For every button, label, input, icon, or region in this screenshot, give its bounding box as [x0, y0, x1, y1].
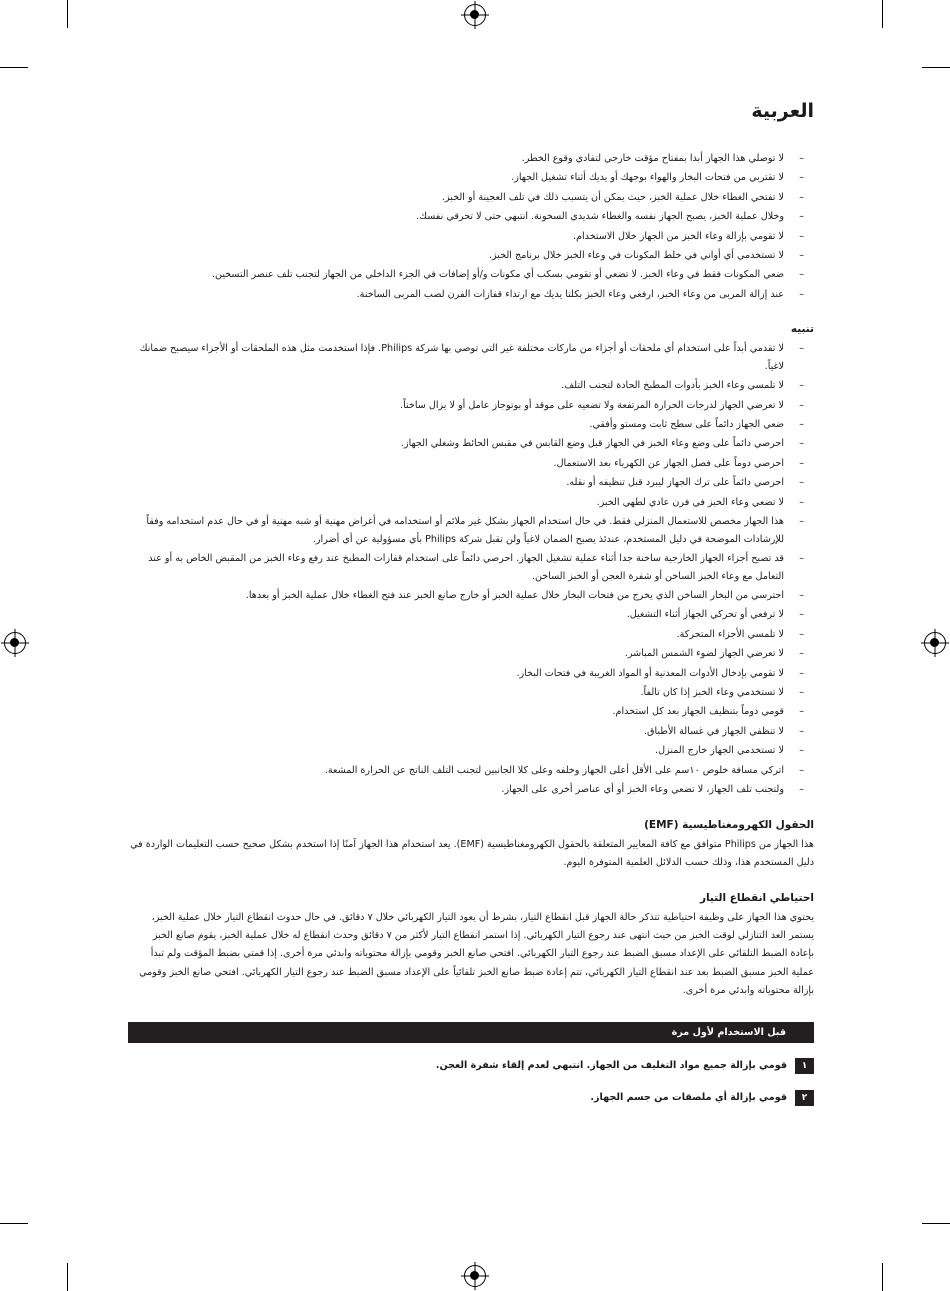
page-title: العربية: [751, 100, 814, 122]
emf-paragraph: هذا الجهاز من Philips متوافق مع كافة المعايير المتعلقة بالحقول الكهرومغناطيسية (EMF). يعد استخدام هذا الجهاز آمنًا إذا استخدم بشكل صحيح حسب التعليمات الواردة في دليل المستخدم هذا، وذلك حسب الدلائل العلمية المتوفرة اليوم.: [130, 838, 814, 868]
list-item: – اتركي مسافة خلوص ١٠سم على الأقل أعلى الجهاز وخلفه وعلى كلا الجانبين لتجنب التلف الناتج عن الحرارة المشعة.: [128, 762, 814, 780]
list-item: – لا تلمسي وعاء الخبز بأدوات المطبخ الحادة لتجنب التلف.: [128, 377, 814, 395]
emf-heading: الحقول الكهرومغناطيسية (EMF): [644, 818, 814, 831]
step-item: [128, 1057, 814, 1075]
list-item: – لا تستخدمي وعاء الخبز إذا كان تالفاً.: [128, 684, 814, 702]
caution-list: [128, 340, 814, 798]
list-item: – لا تفتحي الغطاء خلال عملية الخبز، حيث يمكن أن يتسبب ذلك في تلف العجينة أو الخبز.: [128, 189, 814, 207]
registration-mark-icon: [464, 1265, 486, 1287]
registration-mark-icon: [464, 4, 486, 26]
registration-mark-icon: [4, 632, 26, 654]
crop-mark: [0, 1223, 28, 1224]
list-item: – احترسي من البخار الساخن الذي يخرج من فتحات البخار خلال عملية الخبز أو خارج صانع الخبز عند فتح الغطاء خلال عملية الخبز أو بعدها.: [128, 587, 814, 605]
power-backup-paragraph: يحتوي هذا الجهاز على وظيفة احتياطية تتذكر حالة الجهاز قبل انقطاع التيار، بشرط أن يعود التيار الكهربائي خلال ٧ دقائق. في حال حدوث انقطاع التيار خلال عملية الخبز، يستمر العد التنازلي لوقت الخبز من حيث انتهى عند رجوع التيار الكهربائي. إذا استمر انقطاع التيار لأكثر من ٧ دقائق وحدث انقطاع له خلال عملية الخبز، يقوم صانع الخبز بإعادة الضبط التلقائي على الإعداد مسبق الضبط عند رجوع التيار الكهربائي. افتحي صانع الخبز وقومي بإزالة محتوياته وابدئي مرة أخرى. إذا قمتي بضبط المؤقت ولم تبدأ عملية الخبز مسبق الضبط بعد عند انقطاع التيار الكهربائي، تتم إعادة ضبط صانع الخبز تلقائياً على الإعداد مسبق الضبط عند رجوع التيار الكهربائي. افتحي صانع الخبز وقومي بإزالة محتوياته وابدئي مرة أخرى.: [139, 911, 814, 996]
crop-mark: [67, 1263, 68, 1291]
step-text: قومي بإزالة أي ملصقات من جسم الجهاز.: [590, 1091, 787, 1103]
list-item: – ضعي الجهاز دائماً على سطح ثابت ومستو وأفقي.: [128, 416, 814, 434]
list-item: – ضعي المكونات فقط في وعاء الخبز. لا تضعي أو تقومي بسكب أي مكونات و/أو إضافات في الجزء الداخلي من الجهاز لتجنب تلف عنصر التسخين.: [128, 266, 814, 284]
crop-mark: [0, 67, 28, 68]
list-item: – قد تصبح أجزاء الجهاز الخارجية ساخنة جدا أثناء عملية تشغيل الجهاز. احرصي دائماً على استخدام قفازات المطبخ عند رفع وعاء الخبز من المقبض الخاص به أو عند التعامل مع وعاء الخبز الساخن أو شفرة العجن أو الخبز الساخن.: [128, 550, 814, 585]
list-item: – عند إزالة المربى من وعاء الخبز، ارفعي وعاء الخبز بكلتا يديك مع ارتداء قفازات الفرن لصب المربى الساخنة.: [128, 286, 814, 304]
step-number: ٢: [795, 1090, 814, 1106]
list-item: – لا تقدمي أبداً على استخدام أي ملحقات أو أجزاء من ماركات مختلفة غير التي توصي بها شركة Philips. فإذا استخدمت مثل هذه الملحقات أو الأجزاء سيصبح ضمانك لاغياً.: [128, 340, 814, 375]
list-item: – احرصي دوماً على فصل الجهاز عن الكهرباء بعد الاستعمال.: [128, 455, 814, 473]
step-number: ١: [795, 1058, 814, 1074]
list-item: – لا ترفعي أو تحركي الجهاز أثناء التشغيل.: [128, 606, 814, 624]
crop-mark: [882, 0, 883, 28]
list-item: – لا تستخدمي الجهاز خارج المنزل.: [128, 742, 814, 760]
list-item: – لا تعرضي الجهاز لضوء الشمس المباشر.: [128, 645, 814, 663]
list-item: – هذا الجهاز مخصص للاستعمال المنزلي فقط. في حال استخدام الجهاز بشكل غير ملائم أو استخدامه في أغراض مهنية أو شبه مهنية أو في حال عدم استخدامه وفقاً للإرشادات الموضحة في دليل المستخدم، عندئذ يصبح الضمان لاغياً ولن تقبل شركة Philips بأي مسؤولية عن أي أضرار.: [128, 513, 814, 548]
list-item: – قومي دوماً بتنظيف الجهاز بعد كل استخدام.: [128, 703, 814, 721]
list-item: – لا تقومي بإزالة وعاء الخبز من الجهاز خلال الاستخدام.: [128, 228, 814, 246]
list-item: – لا تقومي بإدخال الأدوات المعدنية أو المواد الغريبة في فتحات البخار.: [128, 665, 814, 683]
list-item: – ولتجنب تلف الجهاز، لا تضعي وعاء الخبز أو أي عناصر أخرى على الجهاز.: [128, 781, 814, 799]
crop-mark: [882, 1263, 883, 1291]
safety-list: [128, 150, 814, 303]
step-item: [128, 1089, 814, 1107]
list-item: – احرصي دائماً على وضع وعاء الخبز في الجهاز قبل وضع القابس في مقبس الحائط وشغلي الجهاز.: [128, 435, 814, 453]
list-item: – لا تلمسي الأجزاء المتحركة.: [128, 626, 814, 644]
list-item: – لا تضعي وعاء الخبز في فرن عادي لطهي الخبز.: [128, 494, 814, 512]
power-backup-heading: احتياطي انقطاع التيار: [699, 891, 814, 904]
list-item: – وخلال عملية الخبز، يصبح الجهاز نفسه والغطاء شديدي السخونة. انتبهي حتى لا تحرقي نفسك.: [128, 208, 814, 226]
list-item: – لا تقتربي من فتحات البخار والهواء بوجهك أو يديك أثناء تشغيل الجهاز.: [128, 169, 814, 187]
crop-mark: [922, 1223, 950, 1224]
crop-mark: [67, 0, 68, 28]
list-item: – لا تعرضي الجهاز لدرجات الحرارة المرتفعة ولا تضعيه على موقد أو بوتوجاز عامل أو لا يزال ساخناً.: [128, 397, 814, 415]
page-content: [128, 100, 814, 1121]
list-item: – احرصي دائماً على ترك الجهاز ليبرد قبل تنظيفه أو نقله.: [128, 474, 814, 492]
first-use-section-bar: قبل الاستخدام لأول مرة: [128, 1022, 814, 1043]
crop-mark: [922, 67, 950, 68]
list-item: – لا تنظفي الجهاز في غسالة الأطباق.: [128, 723, 814, 741]
list-item: – لا تستخدمي أي أواني في خلط المكونات في وعاء الخبز خلال برنامج الخبز.: [128, 247, 814, 265]
list-item: – لا توصلي هذا الجهاز أبدا بمفتاح مؤقت خارجي لتفادي وقوع الخطر.: [128, 150, 814, 168]
caution-heading: تنبيه: [790, 323, 814, 336]
step-text: قومي بإزالة جميع مواد التغليف من الجهاز. انتبهي لعدم إلقاء شفرة العجن.: [435, 1059, 787, 1071]
registration-mark-icon: [924, 632, 946, 654]
